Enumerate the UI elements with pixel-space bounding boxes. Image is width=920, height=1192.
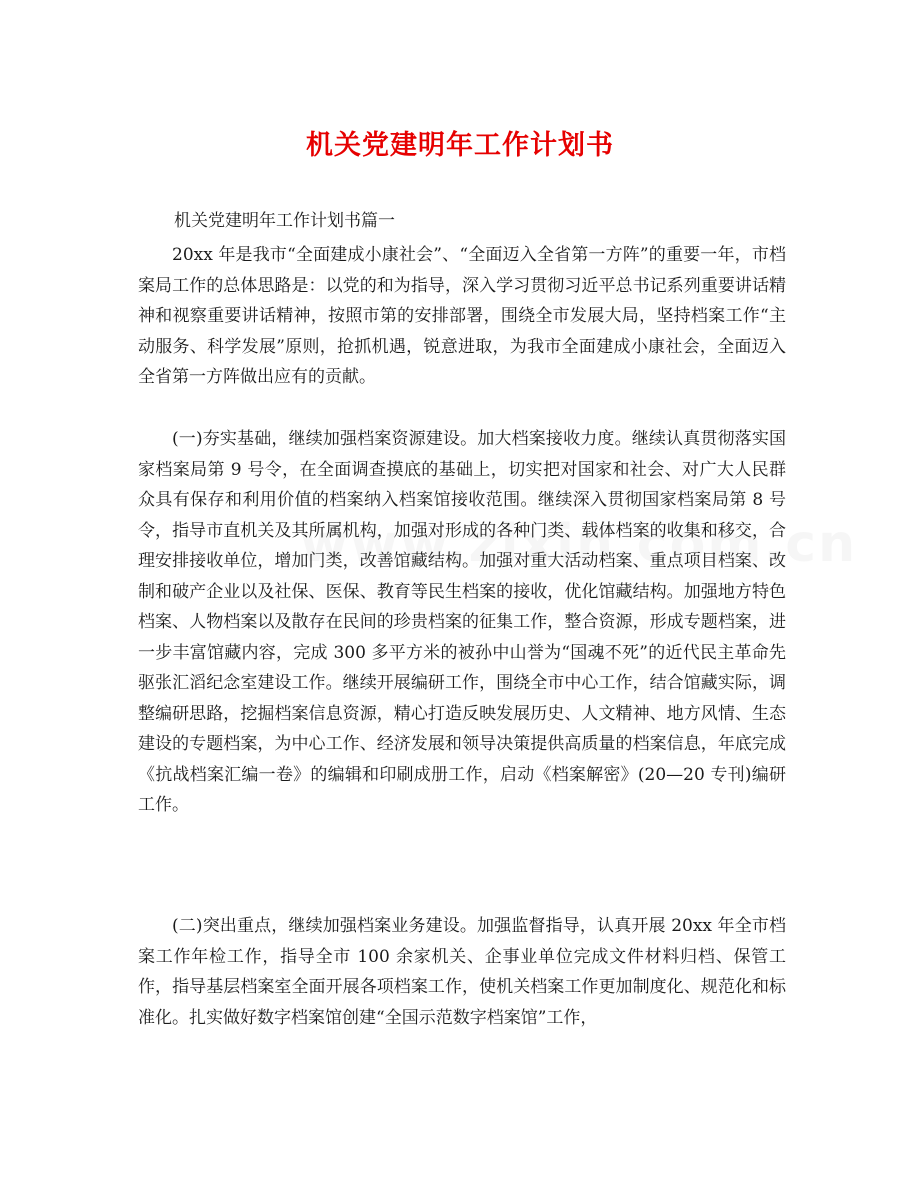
- paragraph-2: (一)夯实基础，继续加强档案资源建设。加大档案接收力度。继续认真贯彻落实国家档案局第 9 号令，在全面调查摸底的基础上，切实把对国家和社会、对广大人民群众具有保存和利用价值的档案纳入档案馆接收范围。继续深入贯彻国家档案局第 8 号令，指导市直机关及其所属机构，加强对形成的各种门类、载体档案的收集和移交，合理安排接收单位，增加门类，改善馆藏结构。加强对重大活动档案、重点项目档案、改制和破产企业以及社保、医保、教育等民生档案的接收，优化馆藏结构。加强地方特色档案、人物档案以及散存在民间的珍贵档案的征集工作，整合资源，形成专题档案，进一步丰富馆藏内容，完成 300 多平方米的被孙中山誉为“国魂不死”的近代民主革命先驱张汇滔纪念室建设工作。继续开展编研工作，围绕全市中心工作，结合馆藏实际，调整编研思路，挖掘档案信息资源，精心打造反映发展历史、人文精神、地方风情、生态建设的专题档案，为中心工作、经济发展和领导决策提供高质量的档案信息，年底完成《抗战档案汇编一卷》的编辑和印刷成册工作，启动《档案解密》(20—20 专刊)编研工作。: [138, 429, 786, 815]
- paragraph-3: (二)突出重点，继续加强档案业务建设。加强监督指导，认真开展 20xx 年全市档案工作年检工作，指导全市 100 余家机关、企事业单位完成文件材料归档、保管工作，指导基层档案室全面开展各项档案工作，使机关档案工作更加制度化、规范化和标准化。扎实做好数字档案馆创建“全国示范数字档案馆”工作，: [138, 916, 786, 1028]
- document-title: 机关党建明年工作计划书: [306, 130, 614, 161]
- document-subtitle: 机关党建明年工作计划书篇一: [174, 211, 395, 231]
- paragraph-1: 20xx 年是我市“全面建成小康社会”、“全面迈入全省第一方阵”的重要一年，市档案局工作的总体思路是：以党的和为指导，深入学习贯彻习近平总书记系列重要讲话精神和视察重要讲话精神，按照市第的安排部署，围绕全市发展大局，坚持档案工作“主动服务、科学发展”原则，抢抓机遇，锐意进取，为我市全面建成小康社会，全面迈入全省第一方阵做出应有的贡献。: [138, 245, 786, 387]
